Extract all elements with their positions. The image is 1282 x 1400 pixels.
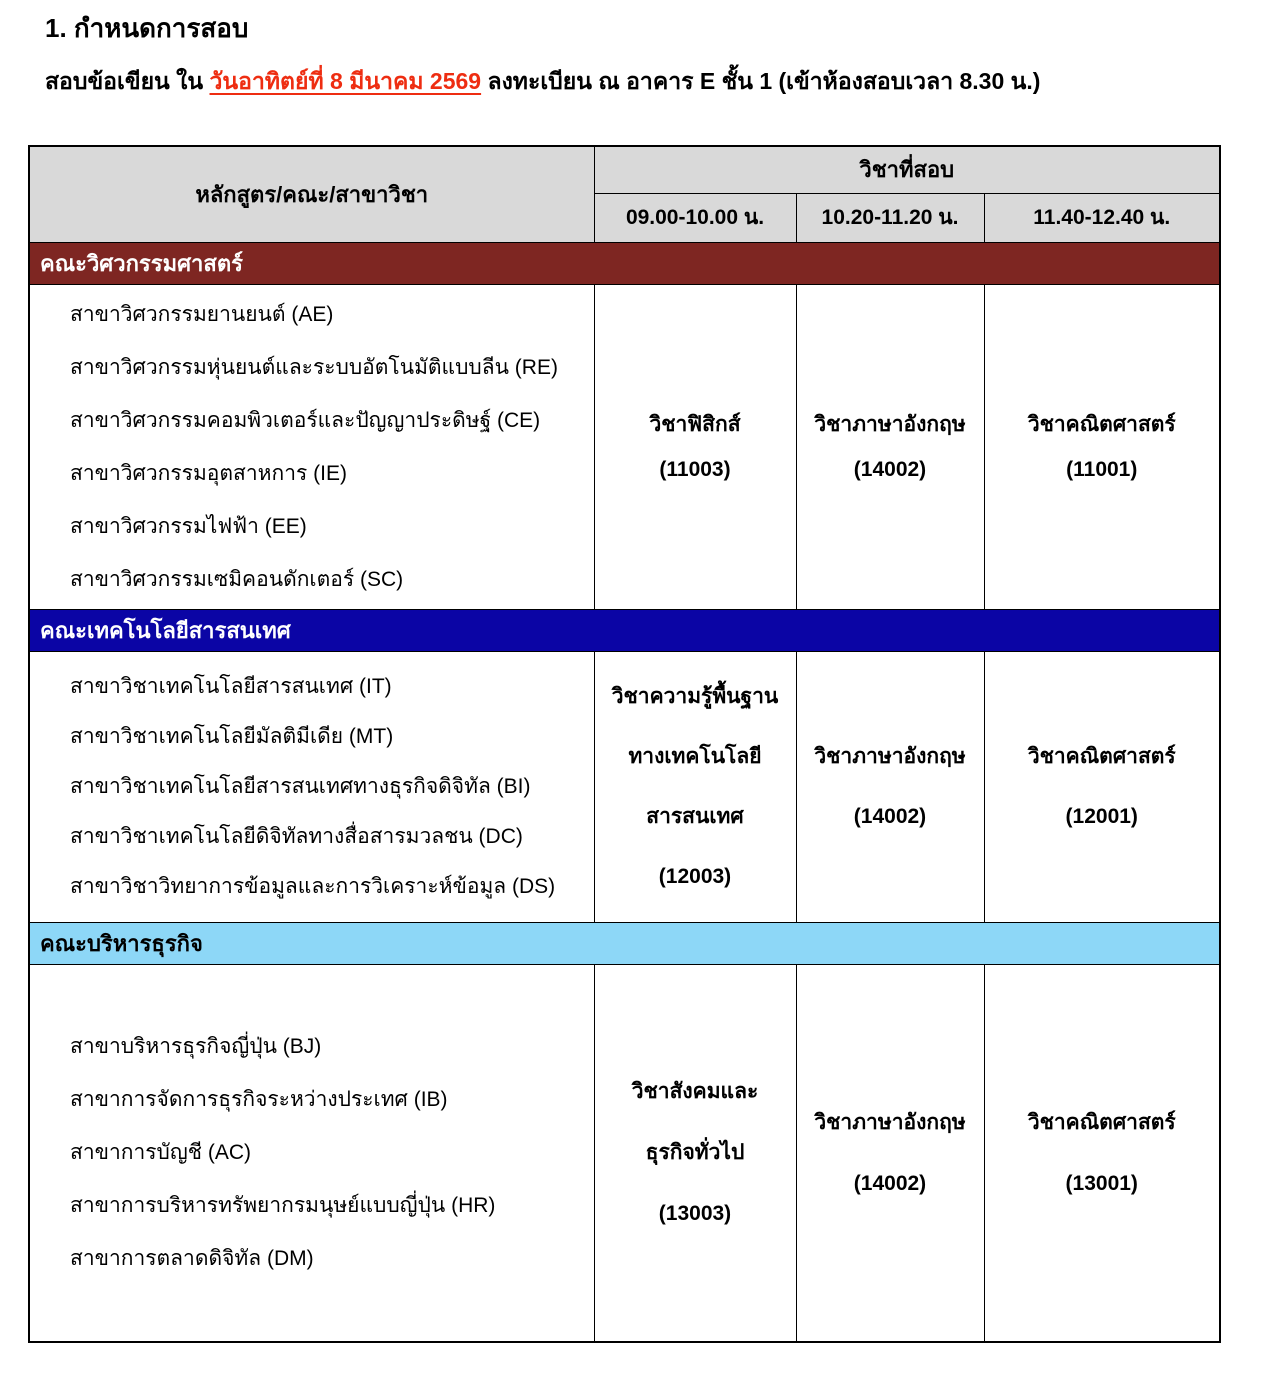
major-item: สาขาวิศวกรรมอุตสาหการ (IE)	[70, 461, 347, 485]
section-row-business-administration	[29, 964, 1220, 1342]
program-header-cell: หลักสูตร/คณะ/สาขาวิชา	[29, 146, 594, 242]
subject-name: วิชาคณิตศาสตร์	[1027, 412, 1176, 436]
time-slot-header-1: 09.00-10.00 น.	[594, 193, 796, 242]
faculty-band-business-administration	[29, 922, 1220, 964]
subject-code: (13003)	[658, 1202, 732, 1226]
majors-cell	[29, 964, 594, 1342]
exam-date: วันอาทิตย์ที่ 8 มีนาคม 2569	[209, 68, 482, 94]
major-item: สาขาวิศวกรรมไฟฟ้า (EE)	[70, 514, 307, 538]
subject-cell	[796, 651, 984, 922]
exam-subjects-header-cell: วิชาที่สอบ	[594, 146, 1220, 193]
subject-name: วิชาฟิสิกส์	[649, 412, 741, 436]
subject-code: (12003)	[658, 864, 732, 888]
subject-code: (14002)	[853, 457, 927, 481]
subject-code: (11001)	[1066, 457, 1138, 481]
major-item: สาขาวิชาวิทยาการข้อมูลและการวิเคราะห์ข้อมูล (DS)	[70, 874, 556, 898]
majors-cell	[29, 651, 594, 922]
exam-info-line	[45, 66, 1282, 96]
subject-code: (11003)	[659, 457, 731, 481]
major-item: สาขาการตลาดดิจิทัล (DM)	[70, 1247, 314, 1271]
major-item: สาขาวิชาเทคโนโลยีสารสนเทศทางธุรกิจดิจิทัล (BI)	[70, 774, 531, 798]
faculty-band-label: คณะเทคโนโลยีสารสนเทศ	[29, 609, 1220, 651]
subject-name: วิชาภาษาอังกฤษ	[814, 1110, 966, 1134]
faculty-band-information-technology	[29, 609, 1220, 651]
subject-cell	[594, 964, 796, 1342]
section-row-information-technology	[29, 651, 1220, 922]
faculty-band-label: คณะวิศวกรรมศาสตร์	[29, 242, 1220, 284]
faculty-band-engineering	[29, 242, 1220, 284]
subject-name: ทางเทคโนโลยี	[628, 744, 762, 768]
time-slot-header-2: 10.20-11.20 น.	[796, 193, 984, 242]
major-item: สาขาการบัญชี (AC)	[70, 1141, 252, 1165]
major-item: สาขาวิชาเทคโนโลยีมัลติมีเดีย (MT)	[70, 724, 394, 748]
major-item: สาขาวิศวกรรมยานยนต์ (AE)	[70, 302, 334, 326]
exam-info-prefix: สอบข้อเขียน ใน	[45, 68, 210, 94]
subject-cell	[594, 284, 796, 609]
exam-info-suffix: ลงทะเบียน ณ อาคาร E ชั้น 1 (เข้าห้องสอบเวลา 8.30 น.)	[481, 68, 1041, 94]
page-title: 1. กำหนดการสอบ	[45, 13, 249, 43]
subject-cell	[594, 651, 796, 922]
major-item: สาขาวิชาเทคโนโลยีสารสนเทศ (IT)	[70, 674, 392, 698]
subject-name: วิชาคณิตศาสตร์	[1027, 1110, 1176, 1134]
subject-name: สารสนเทศ	[646, 804, 744, 828]
subject-code: (12001)	[1065, 804, 1138, 828]
majors-cell	[29, 284, 594, 609]
major-item: สาขาบริหารธุรกิจญี่ปุ่น (BJ)	[70, 1035, 322, 1059]
subject-name: วิชาภาษาอังกฤษ	[814, 412, 966, 436]
major-item: สาขาการบริหารทรัพยากรมนุษย์แบบญี่ปุ่น (HR)	[70, 1194, 496, 1218]
subject-name: วิชาความรู้พื้นฐาน	[611, 684, 779, 708]
subject-name: วิชาภาษาอังกฤษ	[814, 744, 966, 768]
major-item: สาขาวิศวกรรมคอมพิวเตอร์และปัญญาประดิษฐ์ (CE)	[70, 408, 541, 432]
major-item: สาขาการจัดการธุรกิจระหว่างประเทศ (IB)	[70, 1088, 448, 1112]
subject-cell	[984, 964, 1220, 1342]
subject-cell	[984, 651, 1220, 922]
table-header-row-1	[29, 146, 1220, 193]
major-item: สาขาวิศวกรรมหุ่นยนต์และระบบอัตโนมัติแบบลีน (RE)	[70, 355, 558, 379]
subject-name: วิชาคณิตศาสตร์	[1027, 744, 1176, 768]
subject-cell	[796, 284, 984, 609]
subject-name: ธุรกิจทั่วไป	[645, 1141, 745, 1165]
section-row-engineering	[29, 284, 1220, 609]
major-item: สาขาวิชาเทคโนโลยีดิจิทัลทางสื่อสารมวลชน (DC)	[70, 824, 523, 848]
exam-schedule-table	[28, 145, 1221, 1343]
time-slot-header-3: 11.40-12.40 น.	[984, 193, 1220, 242]
subject-code: (14002)	[853, 804, 927, 828]
major-item: สาขาวิศวกรรมเซมิคอนดักเตอร์ (SC)	[70, 567, 404, 591]
subject-cell	[796, 964, 984, 1342]
faculty-band-label: คณะบริหารธุรกิจ	[29, 922, 1220, 964]
subject-code: (13001)	[1065, 1171, 1138, 1195]
subject-name: วิชาสังคมและ	[631, 1080, 759, 1104]
subject-code: (14002)	[853, 1171, 927, 1195]
subject-cell	[984, 284, 1220, 609]
